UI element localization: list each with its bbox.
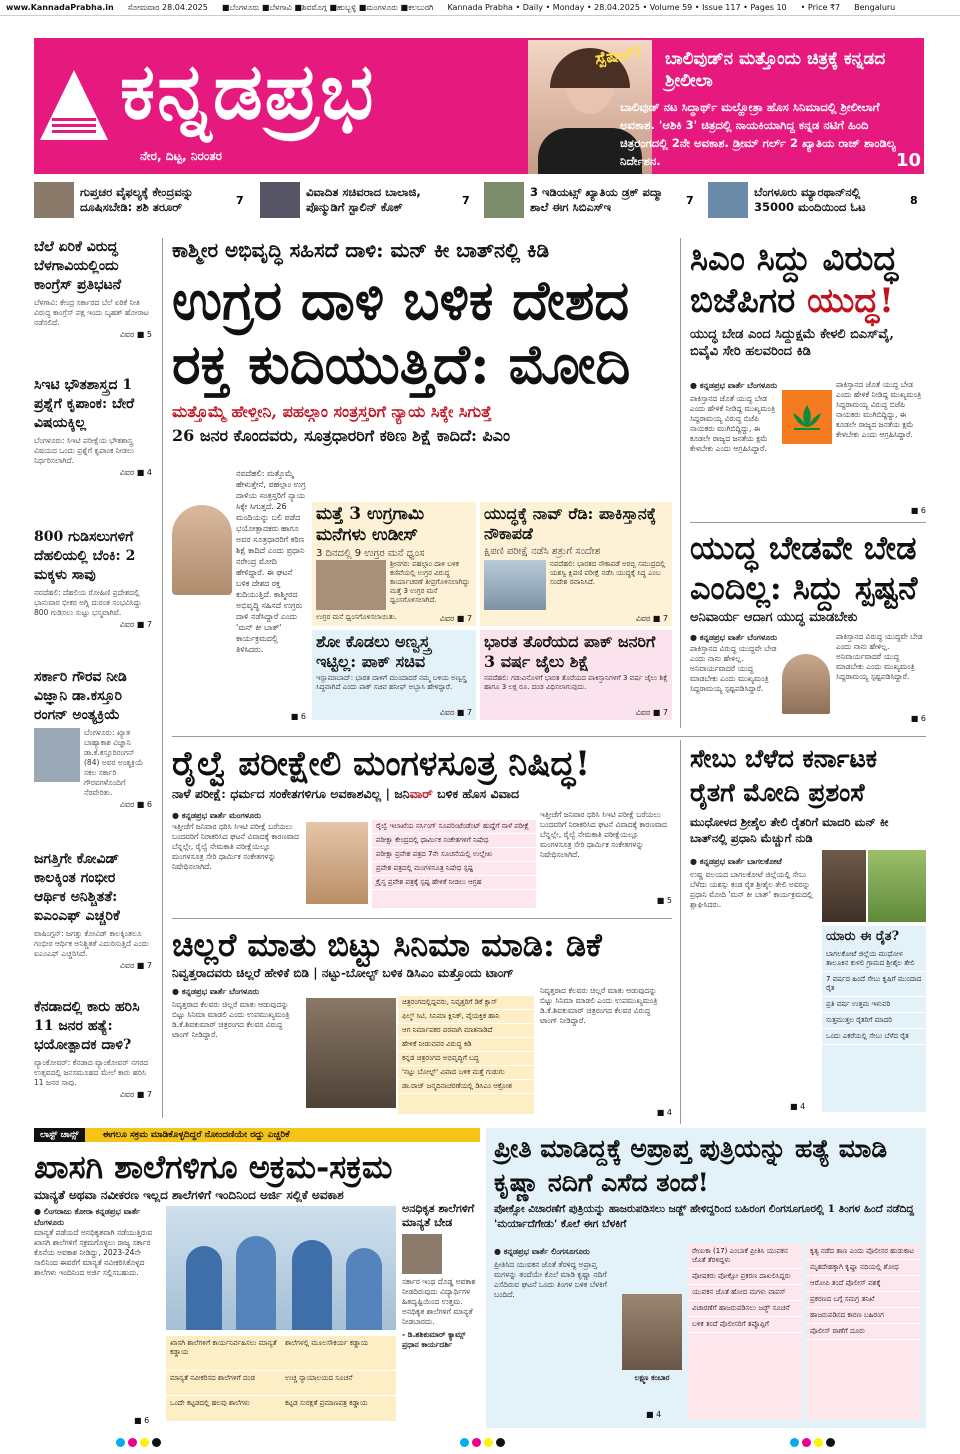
- left-briefs: [34, 238, 152, 1118]
- bullet-item: ಪ್ರತಿ ವರ್ಷ ಉತ್ತಮ ಇಳುವರಿ: [822, 997, 926, 1013]
- honour-page: ■ 4: [646, 1410, 662, 1419]
- brief-body: ನವದೆಹಲಿ: ದೆಹಲಿಯ ರೋಹಿಣಿ ಪ್ರದೇಶದಲ್ಲಿ ಭಾನುವಾರ ಭೀಕರ ಅಗ್ನಿ ದುರಂತ ಸಂಭವಿಸಿದ್ದು 800 ಗುಡಿಸಲು ಸುಟ್ಟು ಭಸ್ಮವಾಗಿವೆ.: [34, 588, 142, 617]
- bullet-item: ಫಿಲ್ಮ್ ಸಿಟಿ, ಸಿನಿಮಾ ಕ್ಲಿನಿಕ್, ವೈಯಕ್ತಿಕ ಹಾನಿ: [398, 1010, 534, 1024]
- apple-box-title: ಯಾರು ಈ ರೈತ?: [826, 929, 900, 944]
- brief-headline: ಕೆನಡಾದಲ್ಲಿ ಕಾರು ಹರಿಸಿ 11 ಜನರ ಹತ್ಯೆ: ಭಯೋತ್ಪಾದಕ ದಾಳಿ?: [34, 999, 140, 1053]
- farmer-photo: [822, 850, 866, 922]
- teaser-text: ಬೆಂಗಳೂರು ಮ್ಯಾರಥಾನ್‌ನಲ್ಲಿ 35000 ಮಂದಿಯಿಂದ ಓಟ: [754, 185, 866, 214]
- cm-bjp-headline-accent: ಯುದ್ಧ!: [807, 281, 894, 321]
- siddu-page: ■ 6: [910, 714, 926, 723]
- school-subhead: ಮಾನ್ಯತೆ ಅಥವಾ ನವೀಕರಣ ಇಲ್ಲದ ಶಾಲೆಗಳಿಗೆ ಇಂದಿನಿಂದ ಅರ್ಜಿ ಸಲ್ಲಿಕೆ ಅವಕಾಶ: [34, 1188, 344, 1202]
- inset-page: ವಿವರ ■ 7: [635, 614, 668, 623]
- registration-dot-icon: [790, 1438, 799, 1447]
- siddu-byline: ● ಕನ್ನಡಪ್ರಭ ವಾರ್ತೆ ಬೆಂಗಳೂರು: [690, 633, 778, 642]
- siddu-body: ಪಾಕಿಸ್ತಾನದ ವಿರುದ್ಧ ಯುದ್ಧವೇ ಬೇಡ ಎಂದು ನಾನು ಹೇಳಿಲ್ಲ. ಅನಿವಾರ್ಯವಾದರೆ ಯುದ್ಧ ಮಾಡಬೇಕು ಎಂದು ಮುಖ್ಯಮಂತ್ರಿ ಸಿದ್ದರಾಮಯ್ಯ ಸ್ಪಷ್ಟಪಡಿಸಿದ್ದಾರೆ.: [690, 644, 777, 693]
- brief-body: ಬೆಂಗಳೂರು: ಖ್ಯಾತ ಬಾಹ್ಯಾಕಾಶ ವಿಜ್ಞಾನಿ ಡಾ.ಕೆ.ಕಸ್ತೂರಿರಂಗನ್ (84) ಅವರ ಅಂತ್ಯಕ್ರಿಯೆ ಸಕಲ ಸರ್ಕಾರಿ ಗೌರವಗಳೊಂದಿಗೆ ನೆರವೇರಿತು.: [84, 728, 144, 797]
- cm-bjp-headline: [690, 238, 926, 322]
- inset-body: ನವದೆಹಲಿ: ಭಾರತದ ನೌಕಾಪಡೆ ಅರಬ್ಬಿ ಸಮುದ್ರದಲ್ಲಿ ಯಶಸ್ವಿ ಕ್ಷಿಪಣಿ ಪರೀಕ್ಷೆ ನಡೆಸಿ ಯುದ್ಧಕ್ಕೆ ಸಿದ್ಧ ಎಂಬ ಸಂದೇಶ ರವಾನಿಸಿದೆ.: [550, 560, 666, 586]
- honour-bullets-a: [688, 1244, 802, 1420]
- inset-sub: 3 ದಿನದಲ್ಲಿ 9 ಉಗ್ರರ ಮನೆ ಧ್ವಂಸ: [316, 548, 425, 559]
- column-divider: [680, 238, 681, 728]
- bullet-item: ಬಳಿಕ ತಂದೆ ಪೊಲೀಸರಿಗೆ ತಪ್ಪೊಪ್ಪಿಗೆ: [688, 1317, 802, 1333]
- teaser-4[interactable]: [708, 180, 924, 220]
- bullet-item: ಉಚ್ಚ ನ್ಯಾಯಾಲಯದ ಸೂಚನೆ: [281, 1371, 396, 1397]
- inset-headline: ಭಾರತ ತೊರೆಯದ ಪಾಕ್ ಜನರಿಗೆ 3 ವರ್ಷ ಜೈಲು ಶಿಕ್ಷೆ: [484, 632, 656, 671]
- school-byline: ● ಲಿಂಗರಾಜು ಕೋರಾ ಕನ್ನಡಪ್ರಭ ವಾರ್ತೆ ಬೆಂಗಳೂರು: [34, 1207, 141, 1227]
- promo-page: 10: [896, 150, 922, 171]
- lead-headline: ಉಗ್ರರ ದಾಳಿ ಬಳಿಕ ದೇಶದ ರಕ್ತ ಕುದಿಯುತ್ತಿದೆ: ಮೋದಿ: [172, 268, 631, 396]
- sidebox-sign: - ಡಿ.ಶಶಿಕುಮಾರ್ ಕ್ಯಾಮ್ಸ್ ಪ್ರಧಾನ ಕಾರ್ಯದರ್ಶಿ: [402, 1330, 466, 1349]
- promo-body: ಬಾಲಿವುಡ್ ನಟ ಸಿದ್ಧಾರ್ಥ್ ಮಲ್ಹೋತ್ರಾ ಹೊಸ ಸಿನಿಮಾದಲ್ಲಿ ಶ್ರೀಲೀಲಾಗೆ ಅವಕಾಶ. 'ಆಶಿಕಿ 3' ಚಿತ್ರದಲ್ಲಿ ನಾಯಕಿಯಾಗಿದ್ದ ಕನ್ನಡ ನಟಿಗೆ ಹಿಂದಿ ಚಿತ್ರರಂಗದಲ್ಲಿ 2ನೇ ಅವಕಾಶ. ಡ್ರೀಮ್ ಗರ್ಲ್ 2 ಖ್ಯಾತಿಯ ರಾಜ್ ಶಾಂಡಿಲ್ಯ ನಿರ್ದೇಶನ.: [620, 100, 896, 168]
- inset-photo: [316, 560, 386, 610]
- dk-headline: ಚಿಲ್ಲರೆ ಮಾತು ಬಿಟ್ಟು ಸಿನಿಮಾ ಮಾಡಿ: ಡಿಕೆ: [172, 926, 602, 964]
- teaser-text: ಗುಪ್ತಚರ ವೈಫಲ್ಯಕ್ಕೆ ಕೇಂದ್ರವನ್ನು ದೂಷಿಸಬೇಡಿ: ಶಶಿ ತರೂರ್: [80, 185, 194, 214]
- sidebox-photo: [402, 1234, 442, 1274]
- cm-bjp-body-2: ಪಾಕಿಸ್ತಾನದ ಜೊತೆ ಯುದ್ಧ ಬೇಡ ಎಂದು ಹೇಳಿಕೆ ನೀಡಿದ್ದ ಮುಖ್ಯಮಂತ್ರಿ ಸಿದ್ದರಾಮಯ್ಯ ವಿರುದ್ಧ ಬಿಜೆಪಿ ನಾಯಕರು ಮುಗಿಬಿದ್ದಿದ್ದು, ಈ ಕೂಡಲೇ ರಾಜ್ಯದ ಜನತೆಯ ಕ್ಷಮೆ ಕೇಳಬೇಕು ಎಂದು ಆಗ್ರಹಿಸಿದ್ದಾರೆ.: [836, 380, 922, 439]
- registration-dot-icon: [814, 1438, 823, 1447]
- cm-bjp-page: ■ 6: [910, 506, 926, 515]
- siddu-story[interactable]: [690, 528, 926, 728]
- bullet-item: ಒಂದೇ ಕಟ್ಟಡದಲ್ಲಿ ಹಲವು ಶಾಲೆಗಳು: [166, 1396, 281, 1422]
- brief-3[interactable]: [34, 528, 152, 630]
- dk-page: ■ 4: [656, 1108, 672, 1117]
- bjp-lotus-icon: [782, 390, 832, 444]
- railway-byline: ● ಕನ್ನಡಪ್ರಭ ವಾರ್ತೆ ಮಂಗಳೂರು: [172, 811, 261, 820]
- inset-body: ನವದೆಹಲಿ: ಗಡುವಿನೊಳಗೆ ಭಾರತ ತೊರೆಯದ ಪಾಕಿಸ್ತಾನಿಗಳಿಗೆ 3 ವರ್ಷ ಜೈಲು ಶಿಕ್ಷೆ ಹಾಗೂ 3 ಲಕ್ಷ ರೂ. ದಂಡ ವಿಧಿಸಲಾಗುವುದು.: [484, 674, 668, 691]
- bullet-item: ಹೇಳಿಕೆ ನೀಡುವವರ ವಿರುದ್ಧ ಕಿಡಿ: [398, 1038, 534, 1052]
- honour-body: ಪ್ರೀತಿಸಿದ ಯುವಕನ ಜೊತೆ ತೆರಳಿದ್ದ ಅಪ್ರಾಪ್ತ ಮಗಳನ್ನು ತಂದೆಯೇ ಕೊಲೆ ಮಾಡಿ ಕೃಷ್ಣಾ ನದಿಗೆ ಎಸೆದಿರುವ ಘಟನೆ ಒಂದು ತಿಂಗಳ ಬಳಿಕ ಬೆಳಕಿಗೆ ಬಂದಿದೆ.: [494, 1260, 607, 1299]
- railway-body: ಇತ್ತೀಚೆಗೆ ಜನಿವಾರ ಧರಿಸಿ ಸಿಇಟಿ ಪರೀಕ್ಷೆ ಬರೆಯಲು ಬಂದವರಿಗೆ ನಿರಾಕರಿಸಿದ ಘಟನೆ ವಿವಾದಕ್ಕೆ ಕಾರಣವಾದ ಬೆನ್ನಲ್ಲೇ, ರೈಲ್ವೆ ನೇಮಕಾತಿ ಪರೀಕ್ಷೆಯಲ್ಲೂ ಮಂಗಳಸೂತ್ರ ಸೇರಿ ಧಾರ್ಮಿಕ ಸಂಕೇತಗಳನ್ನು ನಿಷೇಧಿಸಲಾಗಿದೆ.: [172, 822, 300, 871]
- school-children-photo: [166, 1206, 396, 1330]
- brief-2[interactable]: [34, 376, 152, 478]
- brief-6[interactable]: [34, 998, 152, 1100]
- bullet-item: ಖಾಸಗಿ ಶಾಲೆಗಳಿಗೆ ಕಾರ್ಯನಿರ್ವಹಿಸಲು ಮಾನ್ಯತೆ ಕಡ್ಡಾಯ: [166, 1336, 281, 1371]
- honour-byline: ● ಕನ್ನಡಪ್ರಭ ವಾರ್ತೆ ಲಿಂಗಸೂಗೂರು: [494, 1247, 590, 1256]
- teaser-thumb: [484, 182, 524, 218]
- bullet-item: ರೇಣುಕಾ (17) ಎಂಬಾಕೆ ಪ್ರೀತಿಸಿ ಯುವಕನ ಜೊತೆ ತೆರಳಿದ್ದಳು: [688, 1244, 802, 1269]
- date-kannada: ಸೋಮವಾರ 28.04.2025: [127, 2, 208, 12]
- railway-bullets: [372, 820, 536, 908]
- school-headline: ಖಾಸಗಿ ಶಾಲೆಗಳಿಗೂ ಅಕ್ರಮ-ಸಕ್ರಮ: [34, 1148, 393, 1186]
- bullet-item: ಮಾನ್ಯತೆ ನವೀಕರಿಸದ ಶಾಲೆಗಳಿಗೆ ದಂಡ: [166, 1371, 281, 1397]
- inset-nuclear[interactable]: [312, 630, 476, 720]
- bullet-item: ಆಗ ನಿರ್ಮಾಪಕರ ಪರವಾಗಿ ಮಾತನಾಡಿದೆ: [398, 1024, 534, 1038]
- apple-page: ■ 4: [790, 1102, 806, 1111]
- site-url[interactable]: www.KannadaPrabha.in: [6, 3, 114, 12]
- brief-4[interactable]: [34, 668, 152, 810]
- dk-bullets: [398, 996, 534, 1114]
- registration-dot-icon: [140, 1438, 149, 1447]
- bullet-item: ಆರೋಪಿ ತಂದೆ ಪೊಲೀಸ್ ವಶಕ್ಕೆ: [806, 1276, 920, 1292]
- registration-dot-icon: [128, 1438, 137, 1447]
- inset-caption: ಉಗ್ರರ ಮನೆ ಧ್ವಂಸಗೊಳಿಸಲಾಯಿತು.: [316, 613, 397, 621]
- railway-subhead-a: ನಾಳೆ ಪರೀಕ್ಷೆ: ಧರ್ಮದ ಸಂಕೇತಗಳಿಗೂ ಅವಕಾಶವಿಲ್ಲ | ಜನಿ: [172, 786, 410, 801]
- bullet-item: ಸುತ್ತಮುತ್ತಲ ರೈತರಿಗೆ ಮಾದರಿ: [822, 1013, 926, 1029]
- inset-headline: ಮತ್ತೆ 3 ಉಗ್ರಗಾಮಿ ಮನೆಗಳು ಉಡೀಸ್: [316, 504, 425, 545]
- siddu-headline: ಯುದ್ಧ ಬೇಡವೇ ಬೇಡ ಎಂದಿಲ್ಲ: ಸಿದ್ದು ಸ್ಪಷ್ಟನೆ: [690, 529, 918, 607]
- section-divider: [172, 736, 926, 737]
- newspaper-title: ಕನ್ನಡಪ್ರಭ: [120, 46, 376, 137]
- dk-subhead: ನಿವ್ವತ್ತರಾದವರು ಚಿಲ್ಲರೆ ಹೇಳಿಕೆ ಬಿಡಿ | ನಟ್ಟು-ಬೋಲ್ಟ್ ಬಳಿಕ ಡಿಸಿಎಂ ಮತ್ತೊಂದು ಟಾಂಗ್: [172, 966, 514, 980]
- school-bullets: [166, 1336, 396, 1422]
- lead-subhead: ಮತ್ತೊಮ್ಮೆ ಹೇಳ್ತೀನಿ, ಪಹಲ್ಗಾಂ ಸಂತ್ರಸ್ತರಿಗೆ ನ್ಯಾಯ ಸಿಕ್ಕೇ ಸಿಗುತ್ತೆ: [172, 402, 492, 421]
- dk-body-2: ನಿವೃತ್ತರಾದ ಕೆಲವರು ಚಿಲ್ಲರೆ ಮಾತು ಆಡುವುದನ್ನು ಬಿಟ್ಟು ಸಿನಿಮಾ ಮಾಡಲಿ ಎಂದು ಉಪಮುಖ್ಯಮಂತ್ರಿ ಡಿ.ಕೆ.ಶಿವಕುಮಾರ್ ಚಿತ್ರರಂಗದ ಕೆಲವರ ವಿರುದ್ಧ ಟಾಂಗ್ ನೀಡಿದ್ದಾರೆ.: [540, 986, 658, 1025]
- bullet-item: ಯುವಕನ ಜೊತೆ ಹೋದ ಮಗಳು ವಾಪಸ್: [688, 1285, 802, 1301]
- railway-body-2: ಇತ್ತೀಚೆಗೆ ಜನಿವಾರ ಧರಿಸಿ ಸಿಇಟಿ ಪರೀಕ್ಷೆ ಬರೆಯಲು ಬಂದವರಿಗೆ ನಿರಾಕರಿಸಿದ ಘಟನೆ ವಿವಾದಕ್ಕೆ ಕಾರಣವಾದ ಬೆನ್ನಲ್ಲೇ, ರೈಲ್ವೆ ನೇಮಕಾತಿ ಪರೀಕ್ಷೆಯಲ್ಲೂ ಮಂಗಳಸೂತ್ರ ಸೇರಿ ಧಾರ್ಮಿಕ ಸಂಕೇತಗಳನ್ನು ನಿಷೇಧಿಸಲಾಗಿದೆ.: [540, 810, 668, 859]
- registration-dot-icon: [116, 1438, 125, 1447]
- registration-dot-icon: [472, 1438, 481, 1447]
- brief-headline: ಜಗತ್ತಿಗೇ ಕೋವಿಡ್ ಕಾಲಕ್ಕಿಂತ ಗಂಭೀರ ಆರ್ಥಿಕ ಅನಿಶ್ಚಿತತೆ: ಐಎಂಎಫ್ ಎಚ್ಚರಿಕೆ: [34, 851, 120, 924]
- apple-tree-photo: [868, 850, 926, 922]
- railway-story[interactable]: [172, 742, 672, 910]
- bullet-item: 'ನಟ್ಟು ಬೋಲ್ಟ್' ವಿವಾದ ಬಳಿಕ ಮತ್ತೆ ಗುಡುಗು: [398, 1066, 534, 1080]
- inset-headline: ಯುದ್ಧಕ್ಕೆ ನಾವ್ ರೆಡಿ: ಪಾಕಿಸ್ತಾನಕ್ಕೆ ನೌಕಾಪಡೆ: [484, 504, 657, 543]
- edition-bar: [0, 0, 960, 16]
- registration-dot-icon: [152, 1438, 161, 1447]
- bullet-item: ಪ್ರವೇಶ ಪತ್ರದಲ್ಲಿ ಮಂಗಳಸೂತ್ರ ನಿಷೇಧ ಸ್ಪಷ್ಟ: [372, 862, 536, 876]
- lead-kicker: ಕಾಶ್ಮೀರ ಅಭಿವೃದ್ಧಿ ಸಹಿಸದೆ ದಾಳಿ: ಮನ್ ಕೀ ಬಾತ್‌ನಲ್ಲಿ ಕಿಡಿ: [172, 238, 550, 262]
- honour-story[interactable]: [486, 1128, 926, 1428]
- bullet-item: ಮೃತದೇಹಕ್ಕಾಗಿ ಕೃಷ್ಣಾ ನದಿಯಲ್ಲಿ ಶೋಧ: [806, 1260, 920, 1276]
- honour-headline: ಪ್ರೀತಿ ಮಾಡಿದ್ದಕ್ಕೆ ಅಪ್ರಾಪ್ತ ಪುತ್ರಿಯನ್ನು ಹತ್ಯೆ ಮಾಡಿ ಕೃಷ್ಣಾ ನದಿಗೆ ಎಸೆದ ತಂದೆ!: [494, 1134, 888, 1197]
- accused-photo: [622, 1294, 682, 1370]
- bullet-item: ಪ್ರಕರಣದ ಬಗ್ಗೆ ಸಮಗ್ರ ತನಿಖೆ: [806, 1292, 920, 1308]
- sidebox-body: ಸರ್ಕಾರ ಇಂಥ ದೊಡ್ಡ ಅವಕಾಶ ನೀಡದಿರುವುದು ವಿದ್ಯಾರ್ಥಿಗಳ ಹಿತದೃಷ್ಟಿಯಿಂದ ಉತ್ತಮ. ಅನಧಿಕೃತ ಶಾಲೆಗಳಿಗೆ ಮಾನ್ಯತೆ ನೀಡಬಾರದು.: [402, 1277, 476, 1326]
- school-page: ■ 6: [134, 1416, 150, 1425]
- school-body: ಮಾನ್ಯತೆ ಪಡೆಯದೆ ಅನಧಿಕೃತವಾಗಿ ನಡೆಯುತ್ತಿರುವ ಖಾಸಗಿ ಶಾಲೆಗಳಿಗೆ ಸಕ್ರಮಗೊಳ್ಳಲು ರಾಜ್ಯ ಸರ್ಕಾರ ಕೊನೆಯ ಅವಕಾಶ ನೀಡಿದ್ದು, 2023-24ನೇ ಸಾಲಿನಿಂದ ಈವರೆಗೆ ಮಾನ್ಯತೆ ನವೀಕರಿಸಿಕೊಳ್ಳದ ಶಾಲೆಗಳು ಇಂದಿನಿಂದ ಅರ್ಜಿ ಸಲ್ಲಿಸಬಹುದು.: [34, 1228, 153, 1277]
- inset-body: ಶ್ರೀನಗರ: ಪಹಲ್ಗಾಂ ದಾಳಿ ಬಳಿಕ ಕಣಿವೆಯಲ್ಲಿ ಉಗ್ರರ ವಿರುದ್ಧ ಕಾರ್ಯಾಚರಣೆ ತೀವ್ರಗೊಳಿಸಲಾಗಿದ್ದು ಮತ್ತೆ 3 ಉಗ್ರರ ಮನೆ ಧ್ವಂಸಗೊಳಿಸಲಾಗಿದೆ.: [390, 560, 470, 604]
- registration-dot-icon: [802, 1438, 811, 1447]
- registration-dot-icon: [496, 1438, 505, 1447]
- sidebox-title: ಅನಧಿಕೃತ ಶಾಲೆಗಳಿಗೆ ಮಾನ್ಯತೆ ಬೇಡ: [402, 1202, 475, 1229]
- siddu-photo: [782, 654, 830, 714]
- teaser-thumb: [34, 182, 74, 218]
- bullet-item: ಪರೀಕ್ಷಾ ಪ್ರವೇಶ ಪತ್ರದ 7ನೇ ಸೂಚನೆಯಲ್ಲಿ ಉಲ್ಲೇಖ: [372, 848, 536, 862]
- print-registration-bar: [0, 1432, 960, 1454]
- railway-subhead-accent: ವಾರ್: [409, 786, 433, 801]
- issue-meta: Kannada Prabha • Daily • Monday • 28.04.2025 • Volume 59 • Issue 117 • Pages 10: [447, 3, 787, 12]
- railway-page: ■ 5: [656, 896, 672, 905]
- dk-story[interactable]: [172, 924, 672, 1120]
- cm-bjp-story[interactable]: [690, 238, 926, 518]
- cm-bjp-headline-text: ಸಿಎಂ ಸಿದ್ದು ವಿರುದ್ಧ ಬಿಜೆಪಿಗರ: [690, 239, 898, 321]
- cm-bjp-body: ಪಾಕಿಸ್ತಾನದ ಜೊತೆ ಯುದ್ಧ ಬೇಡ ಎಂದು ಹೇಳಿಕೆ ನೀಡಿದ್ದ ಮುಖ್ಯಮಂತ್ರಿ ಸಿದ್ದರಾಮಯ್ಯ ವಿರುದ್ಧ ಬಿಜೆಪಿ ನಾಯಕರು ಮುಗಿಬಿದ್ದಿದ್ದು, ಈ ಕೂಡಲೇ ರಾಜ್ಯದ ಜನತೆಯ ಕ್ಷಮೆ ಕೇಳಬೇಕು ಎಂದು ಆಗ್ರಹಿಸಿದ್ದಾರೆ.: [690, 394, 776, 453]
- school-story[interactable]: [34, 1146, 480, 1428]
- bullet-item: ಪೋಷಕರು ಪೋಕ್ಸೋ ಪ್ರಕರಣ ದಾಖಲಿಸಿದ್ದರು: [688, 1269, 802, 1285]
- brief-body: ವಾಷಿಂಗ್ಟನ್: ಜಗತ್ತು ಕೋವಿಡ್ ಕಾಲಕ್ಕಿಂತಲೂ ಗಂಭೀರ ಆರ್ಥಿಕ ಅನಿಶ್ಚಿತತೆ ಎದುರಿಸುತ್ತಿದೆ ಎಂದು ಐಎಂಎಫ್ ಎಚ್ಚರಿಸಿದೆ.: [34, 929, 149, 958]
- promo-headline[interactable]: ಬಾಲಿವುಡ್‌ನ ಮತ್ತೊಂದು ಚಿತ್ರಕ್ಕೆ ಕನ್ನಡದ ಶ್ರೀಲೀಲಾ: [665, 49, 886, 91]
- bullet-item: ಡಾ.ರಾಜ್ ಜನ್ಮದಿನಾಚರಣೆಯಲ್ಲಿ ಡಿಸಿಎಂ ಆಕ್ರೋಶ: [398, 1080, 534, 1094]
- logo-stripes-icon: [52, 118, 96, 136]
- teaser-text: 3 ಇಡಿಯಟ್ಸ್ ಖ್ಯಾತಿಯ ಡ್ರಕ್ ಪದ್ಮಾ ಶಾಲೆ ಈಗ ಸಿಬಿಎಸ್ಇ: [530, 185, 663, 214]
- registration-dot-icon: [826, 1438, 835, 1447]
- brief-headline: ಸರ್ಕಾರಿ ಗೌರವ ನೀಡಿ ವಿಜ್ಞಾನಿ ಡಾ.ಕಸ್ತೂರಿ ರಂಗನ್ ಅಂತ್ಯಕ್ರಿಯೆ: [34, 669, 127, 723]
- teaser-strip: [34, 180, 924, 222]
- dk-photo: [306, 998, 396, 1108]
- brief-page: ವಿವರ ■ 4: [119, 468, 152, 477]
- section-divider: [172, 918, 672, 919]
- teaser-3[interactable]: [484, 180, 698, 220]
- brief-body: ವ್ಯಾಂಕೋವರ್: ಕೆನಡಾದ ವ್ಯಾಂಕೋವರ್ ನಗರದ ಉತ್ಸವದಲ್ಲಿ ಜನಸಮೂಹದ ಮೇಲೆ ಕಾರು ಹರಿಸಿ 11 ಜನರ ಸಾವು.: [34, 1058, 149, 1087]
- brief-page: ವಿವರ ■ 7: [119, 1090, 152, 1099]
- dk-byline: ● ಕನ್ನಡಪ್ರಭ ವಾರ್ತೆ ಬೆಂಗಳೂರು: [172, 987, 260, 996]
- bullet-item: ಕ್ರೈಸ್ತ ಪ್ರವೇಶ ಪತ್ರಕ್ಕೆ ಸ್ಪಷ್ಟ ಹೇಳಿಕೆ ನೀಡಲು ಆಗ್ರಹ: [372, 876, 536, 890]
- railway-headline: ರೈಲ್ವೆ ಪರೀಕ್ಷೇಲಿ ಮಂಗಳಸೂತ್ರ ನಿಷಿದ್ಧ!: [172, 744, 591, 784]
- inset-navy[interactable]: [480, 502, 672, 626]
- bullet-item: ಚಿತ್ರರಂಗದಲ್ಲಿದ್ದವರು, ನಿವೃತ್ತರಿಗೆ ಡಿಕೆ ಕ್ಲಾಸ್: [398, 996, 534, 1010]
- lead-page: ■ 6: [290, 712, 306, 721]
- missile-photo: [484, 560, 546, 610]
- city: Bengaluru: [854, 3, 896, 12]
- registration-dot-icon: [484, 1438, 493, 1447]
- brief-5[interactable]: [34, 850, 152, 971]
- brief-page: ವಿವರ ■ 5: [119, 330, 152, 339]
- brief-page: ವಿವರ ■ 7: [119, 620, 152, 629]
- cm-bjp-byline: ● ಕನ್ನಡಪ್ರಭ ವಾರ್ತೆ ಬೆಂಗಳೂರು: [690, 381, 778, 390]
- cm-bjp-subhead: ಯುದ್ಧ ಬೇಡ ಎಂದ ಸಿದ್ದುಕ್ಷಮೆ ಕೇಳಲಿ ಬಿಎಸ್‌ವೈ, ಬಿವೈವಿ ಸೇರಿ ಹಲವರಿಂದ ಕಿಡಿ: [690, 327, 894, 359]
- brief-body: ಬೆಳಗಾವಿ: ಕೇಂದ್ರ ಸರ್ಕಾರದ ಬೆಲೆ ಏರಿಕೆ ನೀತಿ ವಿರುದ್ಧ ಕಾಂಗ್ರೆಸ್ ಪಕ್ಷ ಇಂದು ಬೃಹತ್ ಹೋರಾಟ ನಡೆಸಲಿದೆ.: [34, 298, 149, 327]
- inset-jail[interactable]: [480, 630, 672, 720]
- apple-subhead: ಮುಧೋಳದ ಶ್ರೀಶೈಲ ತೇಲಿ ರೈತರಿಗೆ ಮಾದರಿ ಮನ್ ಕೀ ಬಾತ್‌ನಲ್ಲಿ ಪ್ರಧಾನಿ ಮೆಚ್ಚುಗೆ ನುಡಿ: [690, 815, 889, 845]
- bullet-item: ಪರೀಕ್ಷಾ ಕೇಂದ್ರದಲ್ಲಿ ಧಾರ್ಮಿಕ ಸಂಕೇತಗಳಿಗೆ ನಿಷೇಧ: [372, 834, 536, 848]
- inset-page: ವಿವರ ■ 7: [635, 708, 668, 717]
- brief-page: ವಿವರ ■ 7: [119, 961, 152, 970]
- dk-body: ನಿವೃತ್ತರಾದ ಕೆಲವರು ಚಿಲ್ಲರೆ ಮಾತು ಆಡುವುದನ್ನು ಬಿಟ್ಟು ಸಿನಿಮಾ ಮಾಡಲಿ ಎಂದು ಉಪಮುಖ್ಯಮಂತ್ರಿ ಡಿ.ಕೆ.ಶಿವಕುಮಾರ್ ಚಿತ್ರರಂಗದ ಕೆಲವರ ವಿರುದ್ಧ ಟಾಂಗ್ ನೀಡಿದ್ದಾರೆ.: [172, 1000, 290, 1039]
- promo-kicker: ಸ್ಪೆಷಲ್!: [593, 42, 644, 70]
- brief-headline: ಸಿಇಟಿ ಭೌತಶಾಸ್ತ್ರದ 1 ಪ್ರಶ್ನೆಗೆ ಕೃಪಾಂಕ: ಬೇರೆ ವಿಷಯಕ್ಕಿಲ್ಲ: [34, 377, 135, 431]
- inset-page: ವಿವರ ■ 7: [439, 708, 472, 717]
- apple-body: ಉಷ್ಣ ವಲಯದ ಬಾಗಲಕೋಟೆ ಜಿಲ್ಲೆಯಲ್ಲಿ ಸೇಬು ಬೆಳೆದು ಯಶಸ್ಸು ಕಂಡ ರೈತ ಶ್ರೀಶೈಲ ತೇಲಿ ಅವರನ್ನು ಪ್ರಧಾನಿ ಮೋದಿ 'ಮನ್ ಕೀ ಬಾತ್' ಕಾರ್ಯಕ್ರಮದಲ್ಲಿ ಶ್ಲಾಘಿಸಿದರು.: [690, 870, 813, 909]
- brief-1[interactable]: [34, 238, 152, 340]
- bullet-item: ವಿಚಾರಣೆಗೆ ಹಾಜರುಪಡಿಸಲು ಜಡ್ಜ್ ಸೂಚನೆ: [688, 1301, 802, 1317]
- editions-list: ■ಬೆಂಗಳೂರು ■ಬೆಳಗಾವಿ ■ಶಿವಮೊಗ್ಗ ■ಹುಬ್ಬಳ್ಳಿ ■ಮಂಗಳೂರು ■ಕಲಬುರಗಿ: [221, 2, 434, 12]
- brief-body: ಬೆಂಗಳೂರು: ಸಿಇಟಿ ಪರೀಕ್ಷೆಯ ಭೌತಶಾಸ್ತ್ರ ವಿಷಯದ ಒಂದು ಪ್ರಶ್ನೆಗೆ ಕೃಪಾಂಕ ನೀಡಲು ನಿರ್ಧರಿಸಲಾಗಿದೆ.: [34, 436, 135, 465]
- apple-headline: ಸೇಬು ಬೆಳೆದ ಕರ್ನಾಟಕ ರೈತಗೆ ಮೋದಿ ಪ್ರಶಂಸೆ: [690, 744, 878, 807]
- apple-story[interactable]: [690, 742, 926, 1122]
- honour-bullets-b: [806, 1244, 920, 1420]
- scientist-photo: [34, 728, 80, 782]
- column-divider: [162, 238, 163, 1118]
- registration-dot-icon: [460, 1438, 469, 1447]
- teaser-page: 7: [686, 193, 694, 207]
- column-divider: [680, 740, 681, 1124]
- inset-headline: ಶೋ ಕೊಡಲು ಅಣ್ವಸ್ತ್ರ ಇಟ್ಟಿಲ್ಲ: ಪಾಕ್ ಸಚಿವ: [316, 632, 431, 671]
- bullet-item: ಒಂದು ಎಕರೆಯಲ್ಲಿ ಸೇಬು ಬೆಳೆದ ರೈತ: [822, 1029, 926, 1045]
- school-sidebox: [402, 1202, 480, 1422]
- inset-page: ವಿವರ ■ 7: [439, 614, 472, 623]
- siddu-body-2: ಪಾಕಿಸ್ತಾನದ ವಿರುದ್ಧ ಯುದ್ಧವೇ ಬೇಡ ಎಂದು ನಾನು ಹೇಳಿಲ್ಲ. ಅನಿವಾರ್ಯವಾದರೆ ಯುದ್ಧ ಮಾಡಬೇಕು ಎಂದು ಮುಖ್ಯಮಂತ್ರಿ ಸಿದ್ದರಾಮಯ್ಯ ಸ್ಪಷ್ಟಪಡಿಸಿದ್ದಾರೆ.: [836, 632, 923, 681]
- teaser-thumb: [708, 182, 748, 218]
- bullet-item: 7 ವರ್ಷದ ಹಿಂದೆ ಸೇಬು ಕೃಷಿಗೆ ಮುಂದಾದ ರೈತ: [822, 972, 926, 997]
- bullet-item: ಪೊಲೀಸ್ ಠಾಣೆಗೆ ದೂರು: [806, 1324, 920, 1340]
- teaser-1[interactable]: [34, 180, 248, 220]
- lead-body: ನವದೆಹಲಿ: ಮತ್ತೊಮ್ಮೆ ಹೇಳುತ್ತೇನೆ, ಪಹಲ್ಗಾಂ ಉಗ್ರ ದಾಳಿಯ ಸಂತ್ರಸ್ತರಿಗೆ ನ್ಯಾಯ ಸಿಕ್ಕೇ ಸಿಗುತ್ತದೆ. 26 ಮಂದಿಯನ್ನು ಬಲಿ ಪಡೆದ ಭಯೋತ್ಪಾದಕರು ಹಾಗೂ ಅವರ ಸೂತ್ರಧಾರರಿಗೆ ಕಠಿಣ ಶಿಕ್ಷೆ ಕಾದಿದೆ ಎಂದು ಪ್ರಧಾನಿ ನರೇಂದ್ರ ಮೋದಿ ಹೇಳಿದ್ದಾರೆ. ಈ ಘಟನೆ ಬಳಿಕ ದೇಶದ ರಕ್ತ ಕುದಿಯುತ್ತಿದೆ. ಕಾಶ್ಮೀರದ ಅಭಿವೃದ್ಧಿ ಸಹಿಸದೆ ಉಗ್ರರು ದಾಳಿ ನಡೆಸಿದ್ದಾರೆ ಎಂದು 'ಮನ್ ಕೀ ಬಾತ್' ಕಾರ್ಯಕ್ರಮದಲ್ಲಿ ತಿಳಿಸಿದರು.: [236, 469, 306, 654]
- section-divider: [690, 522, 926, 523]
- teaser-page: 7: [462, 193, 470, 207]
- apple-byline: ● ಕನ್ನಡಪ್ರಭ ವಾರ್ತೆ ಬಾಗಲಕೋಟೆ: [690, 857, 782, 866]
- teaser-thumb: [260, 182, 300, 218]
- teaser-page: 7: [236, 193, 244, 207]
- bullet-item: ಕಟ್ಟಡ ಸುರಕ್ಷತೆ ಪ್ರಮಾಣಪತ್ರ ಕಡ್ಡಾಯ: [281, 1396, 396, 1422]
- ticker-text: ಈಗಲೂ ಸಕ್ರಮ ಮಾಡಿಕೊಳ್ಳದಿದ್ದರೆ ನೋಂದಣಿಯೇ ರದ್ದು ಎಚ್ಚರಿಕೆ: [102, 1130, 290, 1140]
- price: • Price ₹7: [800, 3, 841, 12]
- teaser-text: ವಿವಾದಿತ ಸಚಿವರಾದ ಬಾಲಾಜಿ, ಪೊನ್ಮುಡಿಗೆ ಸ್ಟಾಲಿನ್ ಕೊಕ್: [306, 185, 421, 214]
- tagline: ನೇರ, ದಿಟ್ಟ, ನಿರಂತರ: [140, 149, 222, 163]
- bullet-item: ಕನ್ನಡ ಚಿತ್ರರಂಗದ ಅಭಿವೃದ್ಧಿಗೆ ಬದ್ಧ: [398, 1052, 534, 1066]
- bullet-item: ಶಾಲೆಗಳಲ್ಲಿ ಮೂಲಸೌಕರ್ಯ ಕಡ್ಡಾಯ: [281, 1336, 396, 1371]
- lead-subhead-2: 26 ಜನರ ಕೊಂದವರು, ಸೂತ್ರಧಾರರಿಗೆ ಕಠಿಣ ಶಿಕ್ಷೆ ಕಾದಿದೆ: ಪಿಎಂ: [172, 426, 511, 445]
- teaser-2[interactable]: [260, 180, 474, 220]
- modi-photo: [172, 505, 232, 595]
- apple-box: [822, 926, 926, 1112]
- bullet-item: ಕೃತ್ಯ ನಡೆದ ತಾಣ ಎಂದು ಪೊಲೀಸರ ಹುಡುಕಾಟ: [806, 1244, 920, 1260]
- brief-headline: ಬೆಲೆ ಏರಿಕೆ ವಿರುದ್ಧ ಬೆಳಗಾವಿಯಲ್ಲಿಂದು ಕಾಂಗ್ರೆಸ್ ಪ್ರತಿಭಟನೆ: [34, 239, 122, 293]
- siddu-subhead: ಅನಿವಾರ್ಯ ಆದಾಗ ಯುದ್ಧ ಮಾಡಬೇಕು: [690, 610, 858, 625]
- photo-caption: ಲಕ್ಷ್ಮಣ ಕಂಬಾರ: [634, 1373, 670, 1382]
- bullet-item: ಹಾಜರುಪಡಿಸದ ಕಾರಣ ಬಹಿರಂಗ: [806, 1308, 920, 1324]
- ticker-label: ಲಾಸ್ಟ್ ಚಾನ್ಸ್: [34, 1128, 85, 1142]
- railway-subhead-c: ಬಳಿಕ ಹೊಸ ವಿವಾದ: [432, 786, 520, 801]
- bullet-item: ರೈಲ್ವೆ ಇಲಾಖೆಯ ನರ್ಸಿಂಗ್ ಸೂಪರಿಂಟೆಂಡೆಂಟ್ ಹುದ್ದೆಗೆ ನಾಳೆ ಪರೀಕ್ಷೆ: [372, 820, 536, 834]
- mangalsutra-photo: [306, 822, 368, 904]
- teaser-page: 8: [910, 193, 918, 207]
- inset-sub: ಕ್ಷಿಪಣಿ ಪರೀಕ್ಷೆ ನಡೆಸಿ ಶತ್ರುಗೆ ಸಂದೇಶ: [484, 546, 601, 557]
- inset-houses[interactable]: [312, 502, 476, 626]
- bullet-item: ಬಾಗಲಕೋಟೆ ಜಿಲ್ಲೆಯ ಮುಧೋಳ ತಾಲೂಕಿನ ಕುಳಲಿ ಗ್ರಾಮದ ಶ್ರೀಶೈಲ ತೇಲಿ: [822, 947, 926, 972]
- brief-headline: 800 ಗುಡಿಸಲುಗಳಿಗೆ ದೆಹಲಿಯಲ್ಲಿ ಬೆಂಕಿ: 2 ಮಕ್ಕಳು ಸಾವು: [34, 529, 136, 583]
- honour-subhead: ಪೋಕ್ಸೋ ವಿಚಾರಣೆಗೆ ಪುತ್ರಿಯನ್ನು ಹಾಜರುಪಡಿಸಲು ಜಡ್ಜ್ ಹೇಳಿದ್ದರಿಂದ ಬಹಿರಂಗ ಲಿಂಗಸೂಗೂರಲ್ಲಿ 1 ತಿಂಗಳ ಹಿಂದೆ ನಡೆದಿದ್ದ 'ಮರ್ಯಾದೆಗೇಡು' ಕೊಲೆ ಈಗ ಬೆಳಕಿಗೆ: [494, 1203, 915, 1230]
- brief-page: ವಿವರ ■ 6: [119, 800, 152, 809]
- inset-body: ಇಸ್ಲಾಮಾಬಾದ್: ಭಾರತ ದಾಳಿಗೆ ಮುಂದಾದರೆ ನಮ್ಮ ಬಳಿಯ ಅಣ್ವಸ್ತ್ರ ಸಿದ್ಧವಾಗಿದೆ ಎಂದು ಪಾಕ್ ಸಚಿವ ಹನೀಫ್ ಅಬ್ಬಾಸಿ ಹೇಳಿದ್ದಾರೆ.: [316, 674, 467, 691]
- last-chance-ticker: [34, 1128, 480, 1142]
- railway-subhead: [172, 786, 672, 802]
